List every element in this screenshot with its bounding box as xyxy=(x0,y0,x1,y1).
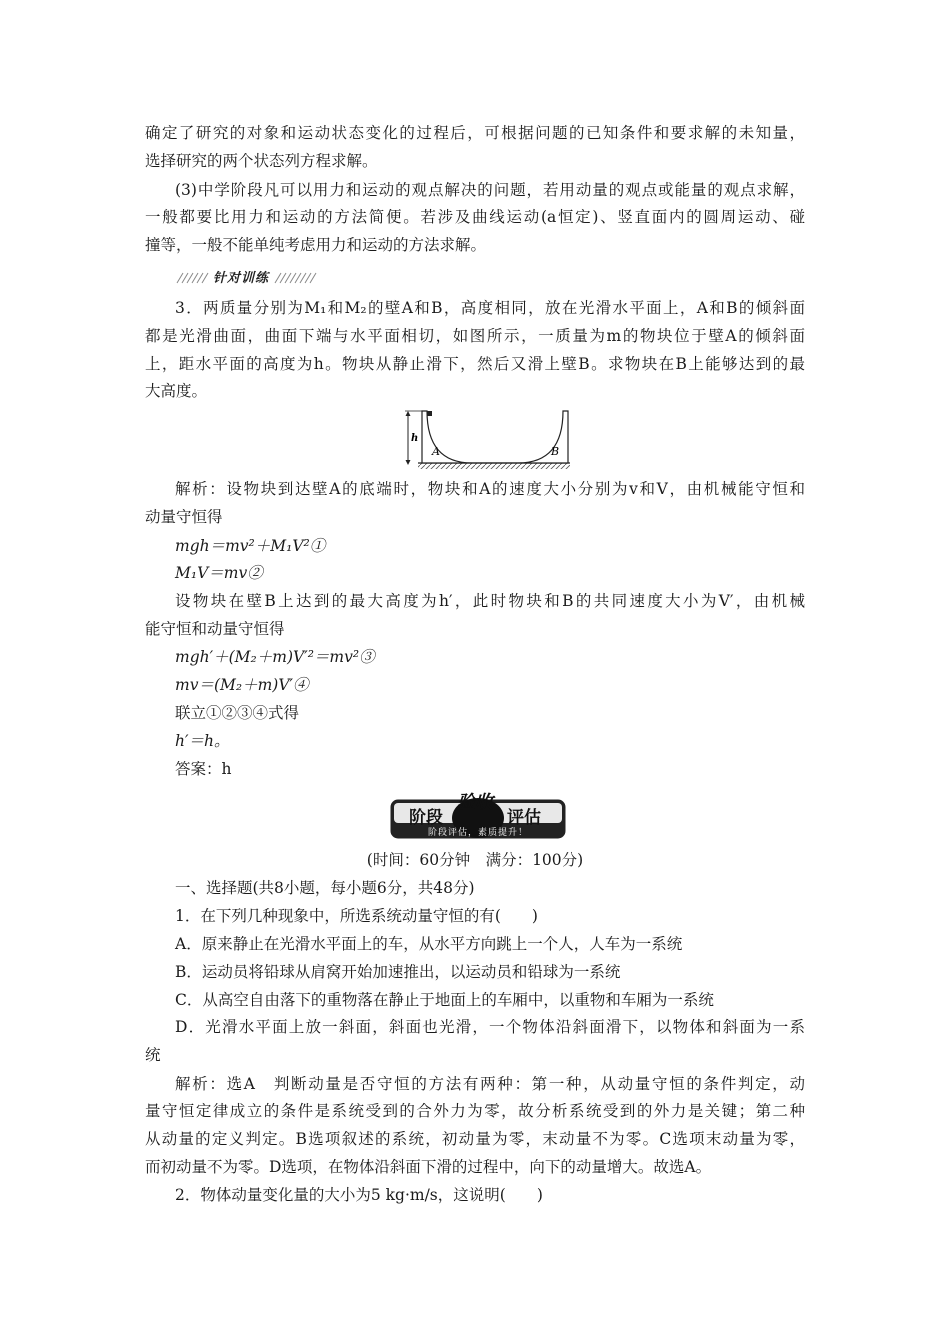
solution-3-line-4: 能守恒和动量守恒得 xyxy=(145,620,285,638)
label-h: h xyxy=(411,433,419,444)
equation-4: mv＝(M₂＋m)V′④ xyxy=(175,676,309,694)
solution-1-line-3: 从动量的定义判定。B选项叙述的系统，初动量为零，末动量不为零。C选项末动量为零， xyxy=(145,1130,805,1148)
solution-3-line-3: 设物块在壁B上达到的最大高度为h′，此时物块和B的共同速度大小为V′，由机械 xyxy=(175,592,805,610)
solution-3-line-5: 联立①②③④式得 xyxy=(175,704,300,722)
badge-subtitle: 阶段评估，素质提升！ xyxy=(427,828,528,838)
ground-hatch xyxy=(418,463,570,469)
exam-time-info: (时间：60分钟 满分：100分) xyxy=(366,851,584,869)
solution-1-line-2: 量守恒定律成立的条件是系统受到的合外力为零，故分析系统受到的外力是关键；第二种 xyxy=(145,1102,805,1120)
problem-3-line-2: 都是光滑曲面，曲面下端与水平面相切，如图所示，一质量为m的物块位于壁A的倾斜面 xyxy=(145,327,805,345)
curved-walls-diagram xyxy=(400,405,575,471)
section-header xyxy=(175,270,325,284)
section-header-label: 针对训练 xyxy=(213,271,270,286)
badge-text-left: 阶段 xyxy=(409,808,443,828)
question-1: 1．在下列几种现象中，所选系统动量守恒的有( ) xyxy=(175,907,538,925)
question-1-option-d-line-2: 统 xyxy=(145,1046,161,1064)
exam-section-1: 一、选择题(共8小题，每小题6分，共48分) xyxy=(175,879,475,897)
question-1-option-b: B．运动员将铅球从肩窝开始加速推出，以运动员和铅球为一系统 xyxy=(175,963,621,981)
equation-3: mgh′＋(M₂＋m)V′²＝mv²③ xyxy=(175,648,375,666)
question-1-option-c: C．从高空自由落下的重物落在静止于地面上的车厢中，以重物和车厢为一系统 xyxy=(175,991,714,1009)
solution-1-line-4: 而初动量不为零。D选项，在物体沿斜面下滑的过程中，向下的动量增大。故选A。 xyxy=(145,1158,712,1176)
label-b: B xyxy=(551,445,560,458)
paragraph-3-line-2: 一般都要比用力和运动的方法简便。若涉及曲线运动(a恒定)、竖直面内的圆周运动、碰 xyxy=(145,208,805,226)
paragraph-3-line-1: (3)中学阶段凡可以用力和运动的观点解决的问题，若用动量的观点或能量的观点求解， xyxy=(175,181,805,199)
intro-line-1: 确定了研究的对象和运动状态变化的过程后，可根据问题的已知条件和要求解的未知量， xyxy=(145,124,805,142)
answer-3: 答案：h xyxy=(175,760,232,778)
equation-2: M₁V＝mv② xyxy=(175,564,263,582)
question-1-option-a: A．原来静止在光滑水平面上的车，从水平方向跳上一个人，人车为一系统 xyxy=(175,935,683,953)
question-2: 2．物体动量变化量的大小为5 kg·m/s，这说明( ) xyxy=(175,1186,543,1204)
solution-1-line-1: 解析：选A 判断动量是否守恒的方法有两种：第一种，从动量守恒的条件判定，动 xyxy=(175,1075,805,1093)
wall-figure xyxy=(400,405,575,471)
block-m xyxy=(427,411,432,416)
solution-3-line-6: h′＝h。 xyxy=(175,732,230,750)
problem-3-line-4: 大高度。 xyxy=(145,382,208,400)
problem-3-line-3: 上，距水平面的高度为h。物块从静止滑下，然后又滑上壁B。求物块在B上能够达到的最 xyxy=(145,355,805,373)
label-a: A xyxy=(432,445,440,458)
intro-line-2: 选择研究的两个状态列方程求解。 xyxy=(145,152,378,170)
walls-outline xyxy=(422,411,568,463)
badge-text-top: 验收 xyxy=(457,792,493,813)
equation-1: mgh＝mv²＋M₁V²① xyxy=(175,537,326,555)
paragraph-3-line-3: 撞等，一般不能单纯考虑用力和运动的方法求解。 xyxy=(145,236,487,254)
solution-3-line-2: 动量守恒得 xyxy=(145,508,223,526)
question-1-option-d-line-1: D．光滑水平面上放一斜面，斜面也光滑，一个物体沿斜面滑下，以物体和斜面为一系 xyxy=(175,1018,805,1036)
badge-text-right: 评估 xyxy=(507,808,541,828)
problem-3-line-1: 3．两质量分别为M₁和M₂的壁A和B，高度相同，放在光滑水平面上，A和B的倾斜面 xyxy=(175,299,805,317)
solution-3-line-1: 解析：设物块到达壁A的底端时，物块和A的速度大小分别为v和V，由机械能守恒和 xyxy=(175,480,805,498)
stage-assessment-badge xyxy=(389,790,567,842)
